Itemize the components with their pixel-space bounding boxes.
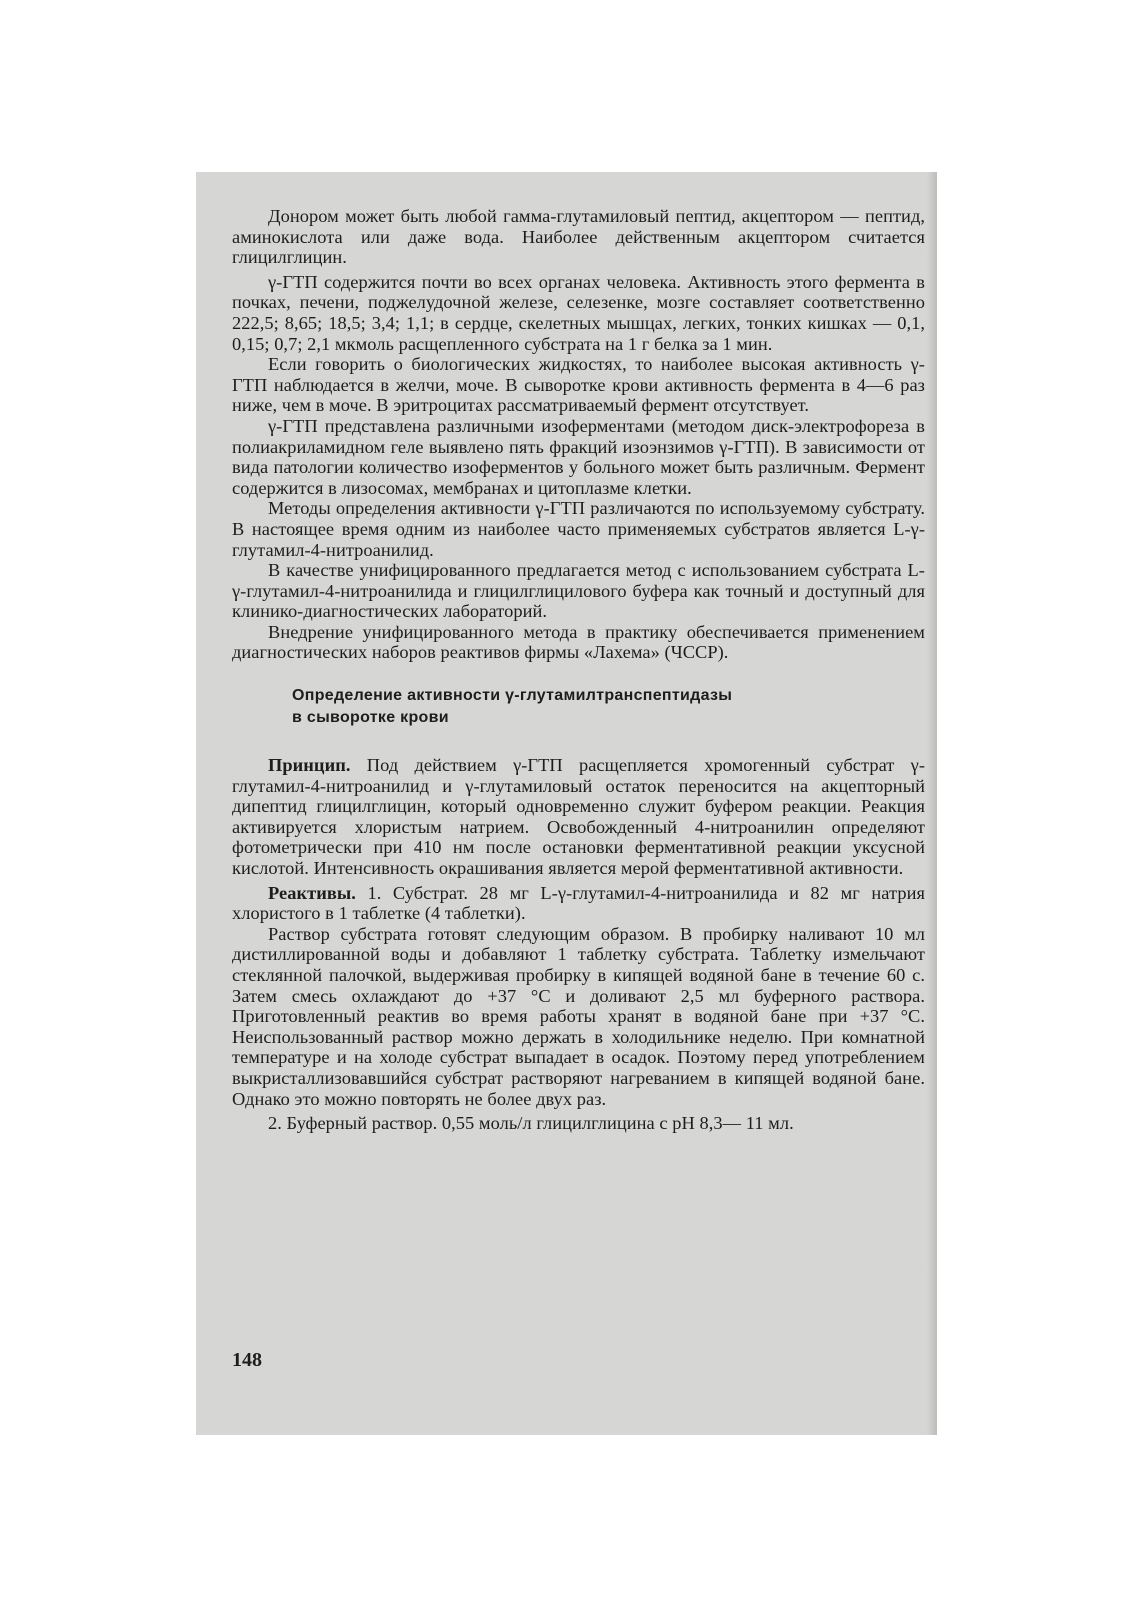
section-heading-line-2: в сыворотке крови: [292, 709, 449, 727]
paragraph-methods: Методы определения активности γ-ГТП различаются по используемому субстрату. В настоящее время одним из наиболее часто применяемых субстратов является L-γ-глутамил-4-нитроанилид.: [232, 498, 925, 560]
page-number: 148: [232, 1349, 262, 1371]
reagents-label: Реактивы.: [268, 882, 356, 903]
section-heading: [292, 685, 925, 729]
paragraph-buffer: 2. Буферный раствор. 0,55 моль/л глицилглицина с рН 8,3— 11 мл.: [268, 1113, 794, 1134]
paragraph-solution-prep: Раствор субстрата готовят следующим образом. В пробирку наливают 10 мл дистиллированной воды и добавляют 1 таблетку субстрата. Таблетку измельчают стеклянной палочкой, выдерживая пробирку в кипящей водяной бане в течение 60 с. Затем смесь охлаждают до +37 °С и доливают 2,5 мл буферного раствора. Приготовленный реактив во время работы хранят в водяной бане при +37 °С. Неиспользованный раствор можно держать в холодильнике неделю. При комнатной температуре и на холоде субстрат выпадает в осадок. Поэтому перед употреблением выкристаллизовавшийся субстрат растворяют нагреванием в кипящей водяной бане. Однако это можно повторять не более двух раз.: [232, 923, 925, 1109]
paragraph-unified-method: В качестве унифицированного предлагается метод с использованием субстрата L-γ-глутамил-4-нитроанилида и глицилглицилового буфера как точный и доступный для клинико-диагностических лабораторий.: [232, 560, 925, 622]
paragraph-implementation: Внедрение унифицированного метода в практику обеспечивается применением диагностических наборов реактивов фирмы «Лахема» (ЧССР).: [232, 621, 925, 663]
book-page: [196, 172, 937, 1435]
paragraph-organ-activity: γ-ГТП содержится почти во всех органах человека. Активность этого фермента в почках, печени, поджелудочной железе, селезенке, мозге составляет соответственно 222,5; 8,65; 18,5; 3,4; 1,1; в сердце, скелетных мышцах, легких, тонких кишках — 0,1, 0,15; 0,7; 2,1 мкмоль расщепленного субстрата на 1 г белка за 1 мин.: [232, 271, 925, 354]
section-heading-line-1: Определение активности γ-глутамилтранспептидазы: [292, 687, 733, 705]
paragraph-principle: [232, 755, 925, 879]
paragraph-reagents: [232, 883, 925, 924]
paragraph-isoenzymes: γ-ГТП представлена различными изоферментами (методом диск-электрофореза в полиакриламидном геле выявлено пять фракций изоэнзимов γ-ГТП). В зависимости от вида патологии количество изоферментов у больного может быть различным. Фермент содержится в лизосомах, мембранах и цитоплазме клетки.: [232, 415, 925, 498]
principle-text: Под действием γ-ГТП расщепляется хромогенный субстрат γ-глутамил-4-нитроанилид и γ-глутамиловый остаток переносится на акцепторный дипептид глицилглицин, который одновременно служит буфером реакции. Реакция активируется хлористым натрием. Освобожденный 4-нитроанилин определяют фотометрически при 410 нм после остановки ферментативной реакции уксусной кислотой. Интенсивность окрашивания является мерой ферментативной активности.: [232, 755, 925, 879]
paragraph-body-fluids: Если говорить о биологических жидкостях, то наиболее высокая активность γ-ГТП наблюдается в желчи, моче. В сыворотке крови активность фермента в 4—6 раз ниже, чем в моче. В эритроцитах рассматриваемый фермент отсутствует.: [232, 354, 925, 416]
principle-label: Принцип.: [268, 755, 351, 776]
paragraph-donor: Донором может быть любой гамма-глутамиловый пептид, акцептором — пептид, аминокислота или даже вода. Наиболее действенным акцептором считается глицилглицин.: [232, 206, 925, 268]
reagents-text: 1. Субстрат. 28 мг L-γ-глутамил-4-нитроанилида и 82 мг натрия хлористого в 1 таблетке (4 таблетки).: [232, 882, 925, 924]
